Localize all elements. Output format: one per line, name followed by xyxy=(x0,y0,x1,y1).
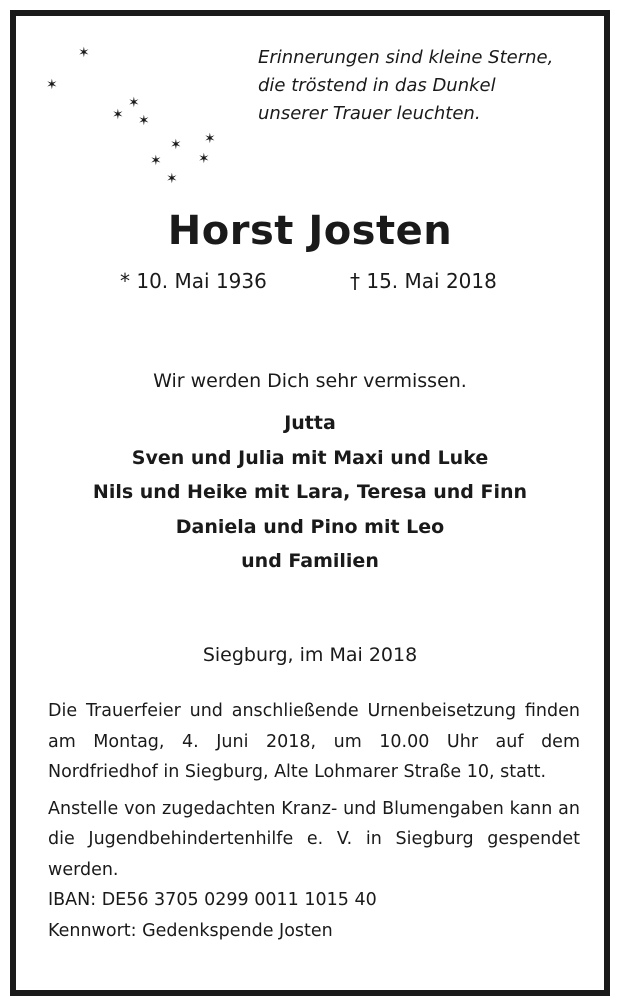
star-icon: ✶ xyxy=(112,107,124,123)
iban-text: IBAN: DE56 3705 0299 0011 1015 40 xyxy=(48,890,377,910)
star-icon: ✶ xyxy=(170,137,182,153)
star-icon: ✶ xyxy=(204,131,216,147)
family-line: und Familien xyxy=(241,550,379,572)
donation-text: Anstelle von zugedachten Kranz- und Blumengaben kann an die Jugendbehindertenhilfe e. V. in Siegburg gespendet werden. xyxy=(48,798,580,880)
family-line: Nils und Heike mit Lara, Teresa und Finn xyxy=(92,481,528,503)
quote-line: die tröstend in das Dunkel xyxy=(258,75,496,96)
star-icon: ✶ xyxy=(78,45,90,61)
star-icon: ✶ xyxy=(128,95,140,111)
family-line: Sven und Julia mit Maxi und Luke xyxy=(131,446,489,469)
kennwort-text: Kennwort: Gedenkspende Josten xyxy=(48,920,333,941)
miss-text: Wir werden Dich sehr vermissen. xyxy=(153,370,467,392)
family-list xyxy=(16,406,604,579)
place-date: Siegburg, im Mai 2018 xyxy=(202,644,418,666)
memorial-quote xyxy=(258,44,578,128)
quote-line: unserer Trauer leuchten. xyxy=(258,103,481,124)
star-icon: ✶ xyxy=(166,171,178,187)
star-icon: ✶ xyxy=(46,77,58,93)
family-line: Jutta xyxy=(284,412,336,434)
star-icon: ✶ xyxy=(138,113,150,129)
family-line: Daniela und Pino mit Leo xyxy=(175,515,445,538)
funeral-text: Die Trauerfeier und anschließende Urnenbeisetzung finden am Montag, 4. Juni 2018, um 10.00 Uhr auf dem Nordfriedhof in Siegburg, Alte Lohmarer Straße 10, statt. xyxy=(48,701,580,782)
deceased-name: Horst Josten xyxy=(167,208,453,254)
star-icon: ✶ xyxy=(198,151,210,167)
obituary-frame xyxy=(10,10,610,996)
funeral-details xyxy=(48,696,580,946)
stars-decoration xyxy=(16,16,256,216)
star-icon: ✶ xyxy=(150,153,162,169)
quote-line: Erinnerungen sind kleine Sterne, xyxy=(258,47,554,68)
birth-date: * 10. Mai 1936 xyxy=(120,269,267,293)
death-date: † 15. Mai 2018 xyxy=(350,269,497,293)
